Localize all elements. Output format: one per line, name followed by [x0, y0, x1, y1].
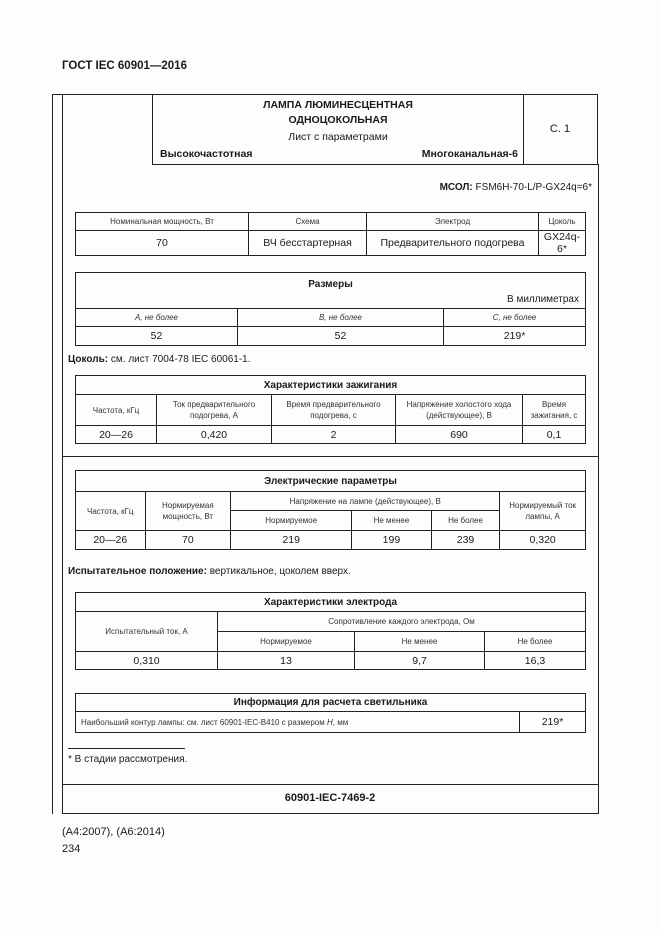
value-ign-frequency: 20—26: [76, 426, 157, 444]
test-position-text: вертикальное, цоколем вверх.: [209, 566, 351, 577]
value-res-norm: 13: [218, 652, 355, 670]
value-res-min: 9,7: [355, 652, 485, 670]
value-el-power: 70: [145, 531, 231, 550]
value-dim-b: 52: [238, 327, 444, 346]
luminaire-contour-h: H: [326, 717, 333, 727]
mscol-value: FSM6H-70-L/P-GX24q=6*: [475, 182, 592, 193]
dimensions-units: В миллиметрах: [507, 294, 579, 305]
header-title-line2: ОДНОЦОКОЛЬНАЯ: [288, 114, 388, 126]
main-params-table: [75, 212, 586, 256]
value-power: 70: [76, 231, 249, 256]
electrode-table: [75, 592, 586, 670]
footer-separator: [62, 784, 598, 785]
header-dim-c: C, не более: [444, 309, 586, 327]
luminaire-title: Информация для расчета светильника: [76, 694, 586, 712]
header-resistance: Сопротивление каждого электрода, Ом: [218, 612, 586, 632]
frame-left-line: [52, 94, 53, 814]
sheet-code: 60901-IEC-7469-2: [284, 792, 376, 804]
test-position-label: Испытательное положение:: [68, 566, 207, 577]
header-electrode: Электрод: [367, 213, 539, 231]
sheet-header: [152, 94, 597, 164]
luminaire-contour-cell: [76, 712, 520, 733]
header-type-right: Многоканальная-6: [421, 148, 518, 160]
value-electrode: Предварительного подогрева: [367, 231, 539, 256]
luminaire-table: [75, 693, 586, 733]
frame-bottom-line: [62, 813, 598, 814]
electrode-title: Характеристики электрода: [76, 593, 586, 612]
value-el-norm-voltage: 219: [231, 531, 352, 550]
luminaire-contour-unit: , мм: [332, 717, 349, 727]
page-number: 234: [62, 843, 81, 855]
header-ignition-time: Время зажигания, с: [523, 395, 586, 426]
value-dim-a: 52: [76, 327, 238, 346]
header-type-left: Высокочастотная: [160, 148, 253, 160]
electrical-table: [75, 470, 586, 550]
ignition-title: Характеристики зажигания: [76, 376, 586, 395]
value-el-current: 0,320: [500, 531, 586, 550]
header-test-current: Испытательный ток, А: [76, 612, 218, 652]
header-cap: Цоколь: [539, 213, 586, 231]
header-power: Номинальная мощность, Вт: [76, 213, 249, 231]
header-circuit: Схема: [249, 213, 367, 231]
value-test-current: 0,310: [76, 652, 218, 670]
mscol-label: МСОЛ:: [439, 182, 473, 193]
footnote: * В стадии рассмотрения.: [68, 754, 188, 765]
header-el-current: Нормируемый ток лампы, А: [500, 492, 586, 531]
value-el-max-voltage: 239: [431, 531, 500, 550]
dimensions-table: [75, 272, 586, 346]
value-ignition-time: 0,1: [523, 426, 586, 444]
header-el-norm: Нормируемое: [231, 511, 352, 531]
dimensions-title: Размеры: [308, 279, 353, 290]
header-el-frequency: Частота, кГц: [76, 492, 146, 531]
mscol-line: [62, 182, 592, 193]
cap-text: см. лист 7004-78 IEC 60061-1.: [110, 354, 251, 365]
header-dim-b: B, не более: [238, 309, 444, 327]
header-main: [152, 94, 524, 165]
header-el-min: Не менее: [352, 511, 432, 531]
cap-label: Цоколь:: [68, 354, 109, 365]
ignition-table: [75, 375, 586, 444]
luminaire-contour-text: Наибольший контур лампы: см. лист 60901-IEC-B410 с размером: [81, 717, 327, 727]
amendments: (А4:2007), (А6:2014): [62, 826, 165, 838]
cap-line: [68, 354, 251, 365]
header-el-voltage: Напряжение на лампе (действующее), В: [231, 492, 500, 511]
value-el-min-voltage: 199: [352, 531, 432, 550]
header-res-norm: Нормируемое: [218, 632, 355, 652]
test-position-line: [68, 566, 351, 577]
header-res-max: Не более: [485, 632, 586, 652]
value-cap: GX24q-6*: [539, 231, 586, 256]
sheet-number: С. 1: [523, 94, 598, 165]
electrical-title: Электрические параметры: [76, 471, 586, 492]
footnote-rule: [68, 748, 185, 749]
value-dim-c: 219*: [444, 327, 586, 346]
value-open-voltage: 690: [396, 426, 523, 444]
value-preheat-current: 0,420: [157, 426, 272, 444]
header-ign-frequency: Частота, кГц: [76, 395, 157, 426]
section-separator: [62, 456, 598, 457]
luminaire-contour-value: 219*: [520, 712, 586, 733]
header-open-voltage: Напряжение холостого хода (действующее), В: [396, 395, 523, 426]
header-el-power: Нормируемая мощность, Вт: [145, 492, 231, 531]
header-dim-a: A, не более: [76, 309, 238, 327]
standard-title: ГОСТ IEC 60901—2016: [62, 60, 187, 72]
value-circuit: ВЧ бесстартерная: [249, 231, 367, 256]
header-preheat-time: Время предварительного подогрева, с: [272, 395, 396, 426]
value-el-frequency: 20—26: [76, 531, 146, 550]
header-el-max: Не более: [431, 511, 500, 531]
header-res-min: Не менее: [355, 632, 485, 652]
dimensions-title-cell: [76, 273, 586, 309]
header-title-line1: ЛАМПА ЛЮМИНЕСЦЕНТНАЯ: [263, 99, 413, 111]
value-preheat-time: 2: [272, 426, 396, 444]
header-preheat-current: Ток предварительного подогрева, А: [157, 395, 272, 426]
header-subtitle: Лист с параметрами: [288, 131, 388, 143]
value-res-max: 16,3: [485, 652, 586, 670]
